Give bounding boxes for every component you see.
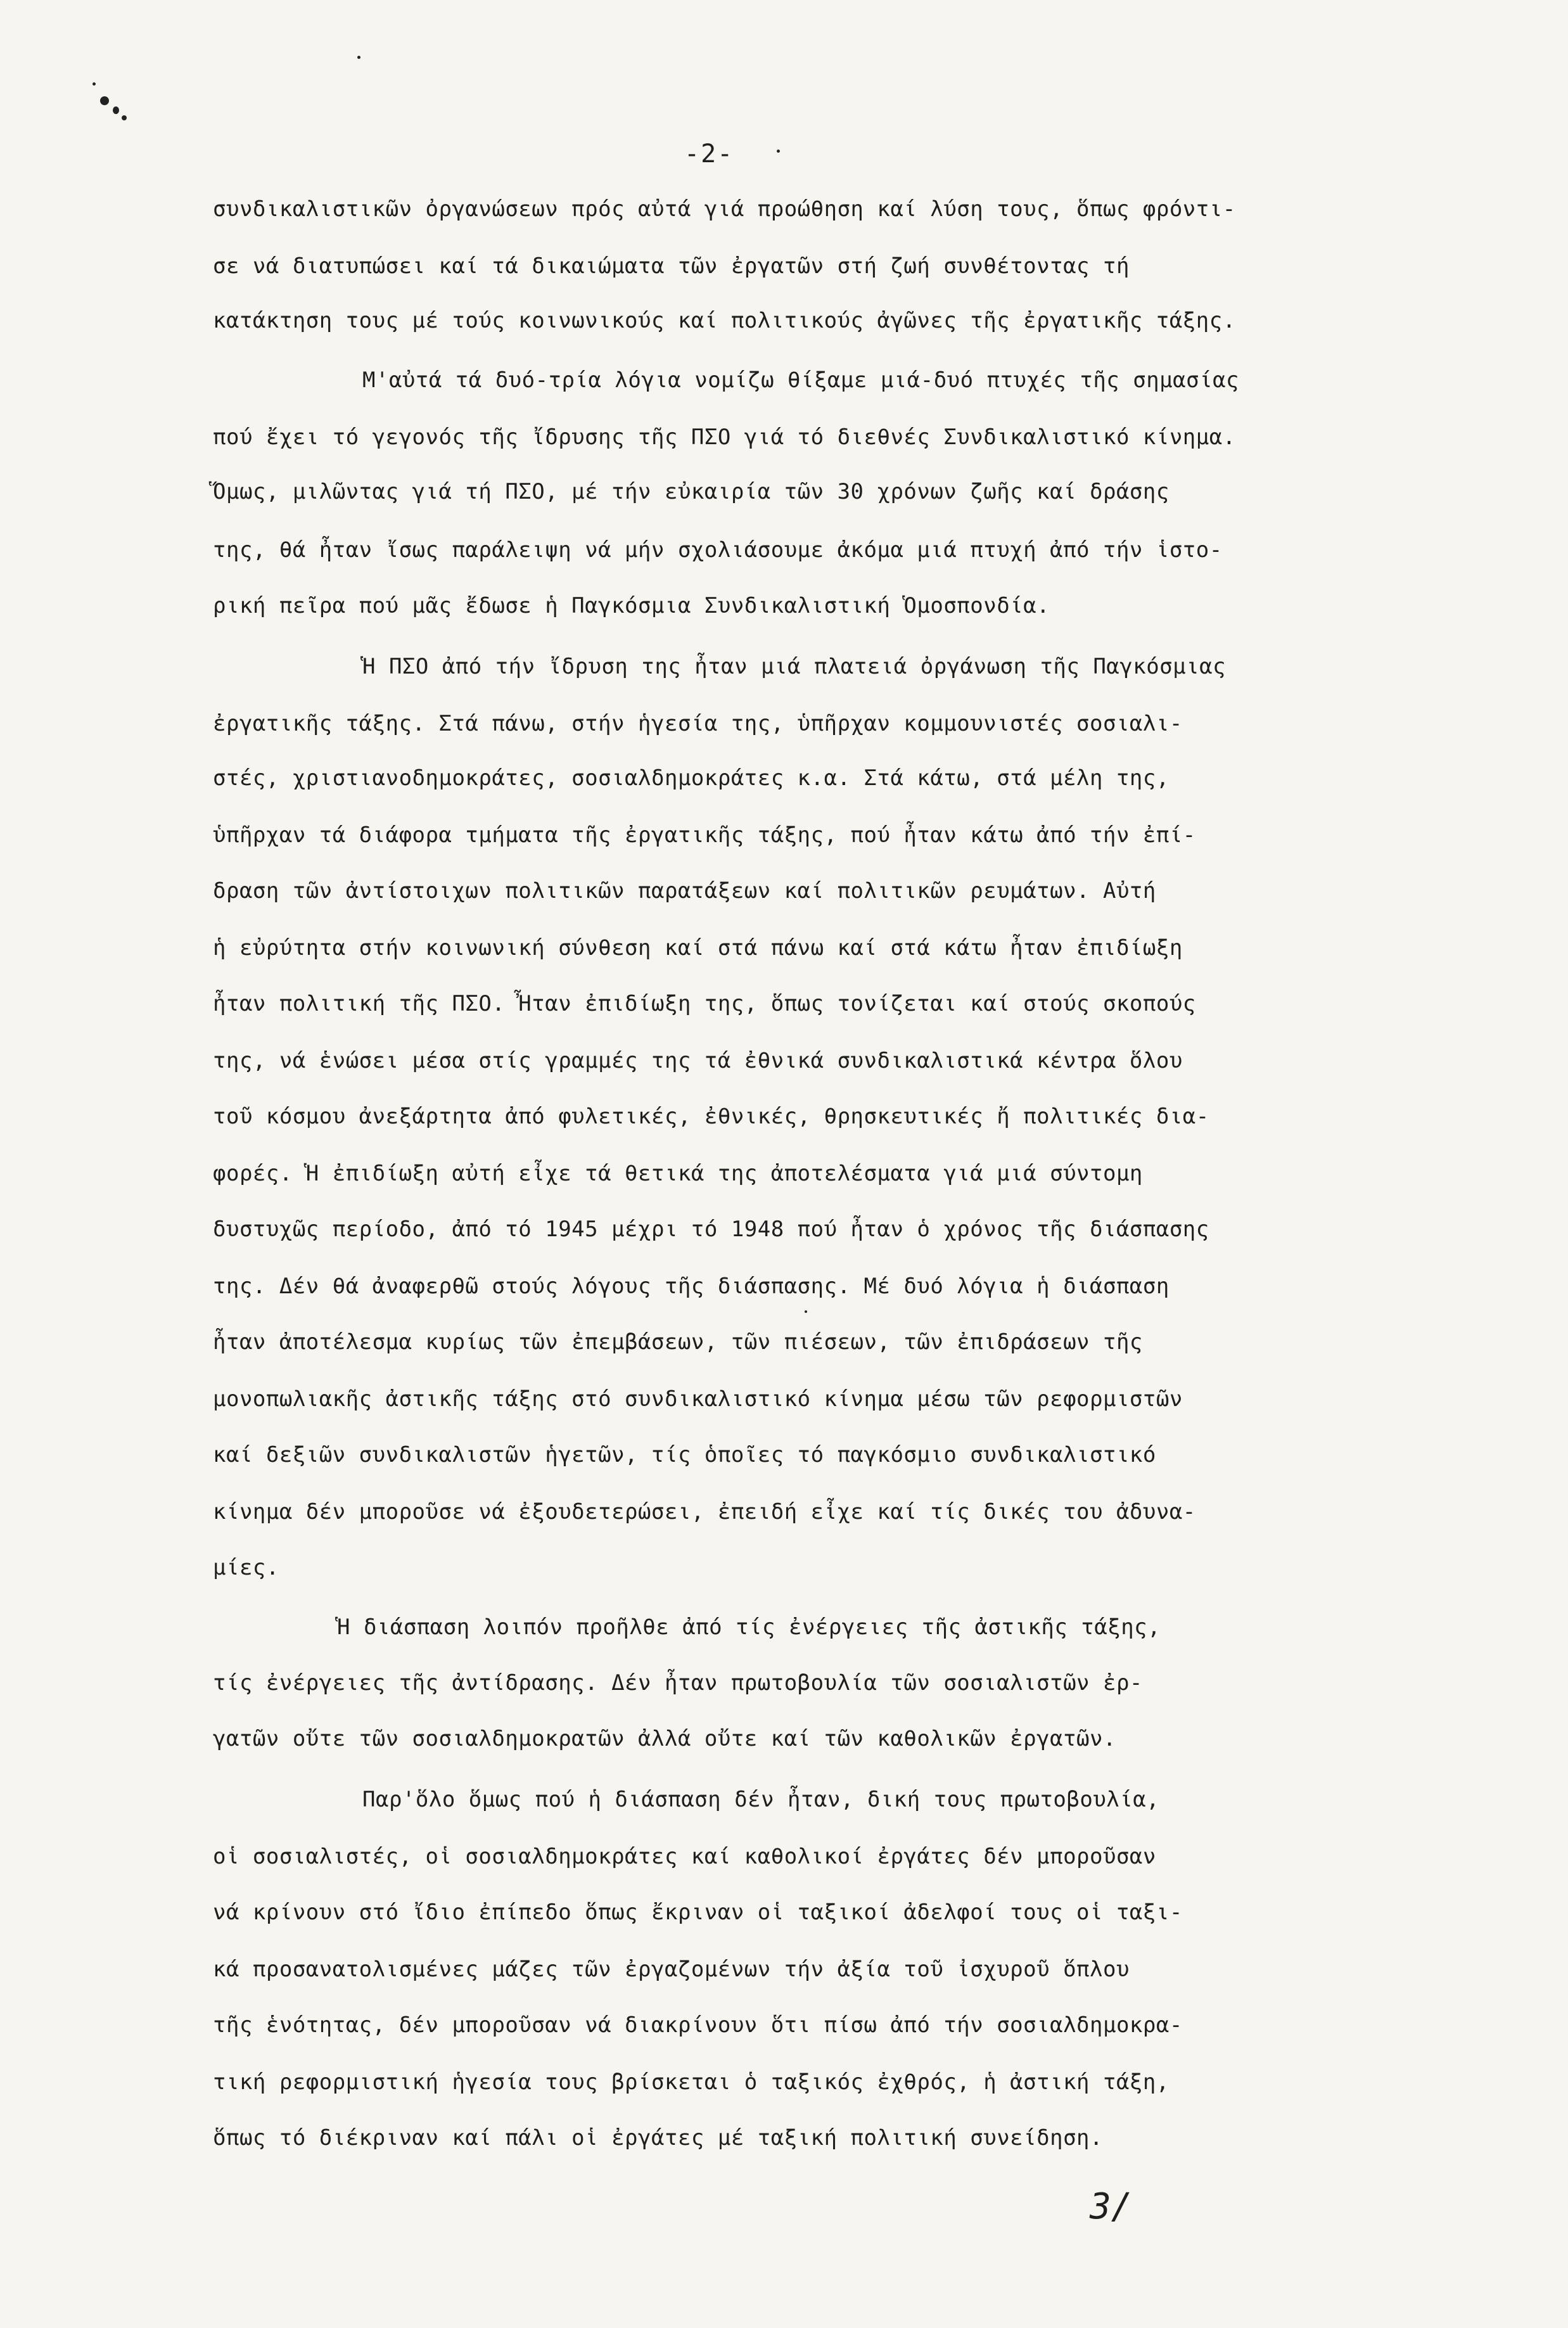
- text-line: δυστυχῶς περίοδο, ἀπό τό 1945 μέχρι τό 1948 πού ἦταν ὁ χρόνος τῆς διάσπασης: [213, 1217, 1209, 1242]
- text-line: γατῶν οὔτε τῶν σοσιαλδημοκρατῶν ἀλλά οὔτε καί τῶν καθολικῶν ἐργατῶν.: [213, 1726, 1116, 1751]
- scan-speck: [100, 96, 109, 105]
- text-line: οἱ σοσιαλιστές, οἱ σοσιαλδημοκράτες καί καθολικοί ἐργάτες δέν μποροῦσαν: [213, 1844, 1156, 1869]
- text-line: ἦταν ἀποτέλεσμα κυρίως τῶν ἐπεμβάσεων, τῶν πιέσεων, τῶν ἐπιδράσεων τῆς: [213, 1329, 1143, 1355]
- text-line: ρική πεῖρα πού μᾶς ἔδωσε ἡ Παγκόσμια Συνδικαλιστική Ὁμοσπονδία.: [213, 593, 1050, 618]
- text-line: στές, χριστιανοδημοκράτες, σοσιαλδημοκράτες κ.α. Στά κάτω, στά μέλη της,: [213, 765, 1170, 791]
- text-line: δραση τῶν ἀντίστοιχων πολιτικῶν παρατάξεων καί πολιτικῶν ρευμάτων. Αὐτή: [213, 878, 1156, 904]
- scan-speck: [92, 82, 96, 86]
- text-line: Παρ'ὅλο ὅμως πού ἡ διάσπαση δέν ἦταν, δική τους πρωτοβουλία,: [362, 1787, 1160, 1812]
- text-line: Μ'αὐτά τά δυό-τρία λόγια νομίζω θίξαμε μιά-δυό πτυχές τῆς σημασίας: [362, 368, 1240, 393]
- scan-speck: [805, 1310, 807, 1313]
- text-line: φορές. Ἡ ἐπιδίωξη αὐτή εἶχε τά θετικά της ἀποτελέσματα γιά μιά σύντομη: [213, 1161, 1143, 1186]
- text-line: ἐργατικῆς τάξης. Στά πάνω, στήν ἡγεσία της, ὑπῆρχαν κομμουνιστές σοσιαλι-: [213, 711, 1183, 736]
- text-line: κά προσανατολισμένες μάζες τῶν ἐργαζομένων τήν ἀξία τοῦ ἰσχυροῦ ὅπλου: [213, 1957, 1130, 1982]
- continuation-mark: 3/: [1090, 2186, 1133, 2227]
- text-line: τική ρεφορμιστική ἡγεσία τους βρίσκεται ὁ ταξικός ἐχθρός, ἡ ἀστική τάξη,: [213, 2069, 1170, 2095]
- text-line: κίνημα δέν μποροῦσε νά ἐξουδετερώσει, ἐπειδή εἶχε καί τίς δικές του ἀδυνα-: [213, 1499, 1196, 1525]
- text-line: ὅπως τό διέκριναν καί πάλι οἱ ἐργάτες μέ ταξική πολιτική συνείδηση.: [213, 2125, 1103, 2151]
- text-line: Ἡ ΠΣΟ ἀπό τήν ἴδρυση της ἦταν μιά πλατειά ὀργάνωση τῆς Παγκόσμιας: [362, 654, 1227, 679]
- text-line: της, νά ἑνώσει μέσα στίς γραμμές της τά ἐθνικά συνδικαλιστικά κέντρα ὅλου: [213, 1048, 1183, 1073]
- scan-speck: [122, 115, 127, 120]
- text-line: τοῦ κόσμου ἀνεξάρτητα ἀπό φυλετικές, ἐθνικές, θρησκευτικές ἤ πολιτικές δια-: [213, 1104, 1209, 1129]
- text-line: μονοπωλιακῆς ἀστικῆς τάξης στό συνδικαλιστικό κίνημα μέσω τῶν ρεφορμιστῶν: [213, 1386, 1183, 1412]
- text-line: σε νά διατυπώσει καί τά δικαιώματα τῶν ἐργατῶν στή ζωή συνθέτοντας τή: [213, 253, 1130, 279]
- text-line: νά κρίνουν στό ἴδιο ἐπίπεδο ὅπως ἔκριναν οἱ ταξικοί ἀδελφοί τους οἱ ταξι-: [213, 1900, 1183, 1925]
- text-line: της. Δέν θά ἀναφερθῶ στούς λόγους τῆς διάσπασης. Μέ δυό λόγια ἡ διάσπαση: [213, 1274, 1170, 1299]
- text-line: συνδικαλιστικῶν ὀργανώσεων πρός αὐτά γιά προώθηση καί λύση τους, ὅπως φρόντι-: [213, 196, 1236, 222]
- text-line: ἡ εὐρύτητα στήν κοινωνική σύνθεση καί στά πάνω καί στά κάτω ἦταν ἐπιδίωξη: [213, 935, 1183, 961]
- text-line: τίς ἐνέργειες τῆς ἀντίδρασης. Δέν ἦταν πρωτοβουλία τῶν σοσιαλιστῶν ἐρ-: [213, 1670, 1143, 1696]
- text-line: Ἡ διάσπαση λοιπόν προῆλθε ἀπό τίς ἐνέργειες τῆς ἀστικῆς τάξης,: [337, 1615, 1161, 1640]
- scan-speck: [777, 150, 780, 153]
- text-line: ὑπῆρχαν τά διάφορα τμήματα τῆς ἐργατικῆς τάξης, πού ἦταν κάτω ἀπό τήν ἐπί-: [213, 822, 1196, 848]
- text-line: τῆς ἑνότητας, δέν μποροῦσαν νά διακρίνουν ὅτι πίσω ἀπό τήν σοσιαλδημοκρα-: [213, 2012, 1183, 2038]
- text-line: κατάκτηση τους μέ τούς κοινωνικούς καί πολιτικούς ἀγῶνες τῆς ἐργατικῆς τάξης.: [213, 308, 1236, 333]
- text-line: μίες.: [213, 1555, 279, 1580]
- text-line: πού ἔχει τό γεγονός τῆς ἴδρυσης τῆς ΠΣΟ γιά τό διεθνές Συνδικαλιστικό κίνημα.: [213, 425, 1236, 450]
- text-line: καί δεξιῶν συνδικαλιστῶν ἡγετῶν, τίς ὁποῖες τό παγκόσμιο συνδικαλιστικό: [213, 1442, 1156, 1468]
- scan-speck: [357, 56, 360, 59]
- text-line: της, θά ἦταν ἴσως παράλειψη νά μήν σχολιάσουμε ἀκόμα μιά πτυχή ἀπό τήν ἱστο-: [213, 537, 1223, 563]
- text-line: Ὅμως, μιλῶντας γιά τή ΠΣΟ, μέ τήν εὐκαιρία τῶν 30 χρόνων ζωῆς καί δράσης: [213, 479, 1170, 504]
- page-number: -2-: [684, 139, 734, 169]
- scan-speck: [113, 106, 119, 114]
- text-line: ἦταν πολιτική τῆς ΠΣΟ. Ἦταν ἐπιδίωξη της, ὅπως τονίζεται καί στούς σκοπούς: [213, 991, 1196, 1016]
